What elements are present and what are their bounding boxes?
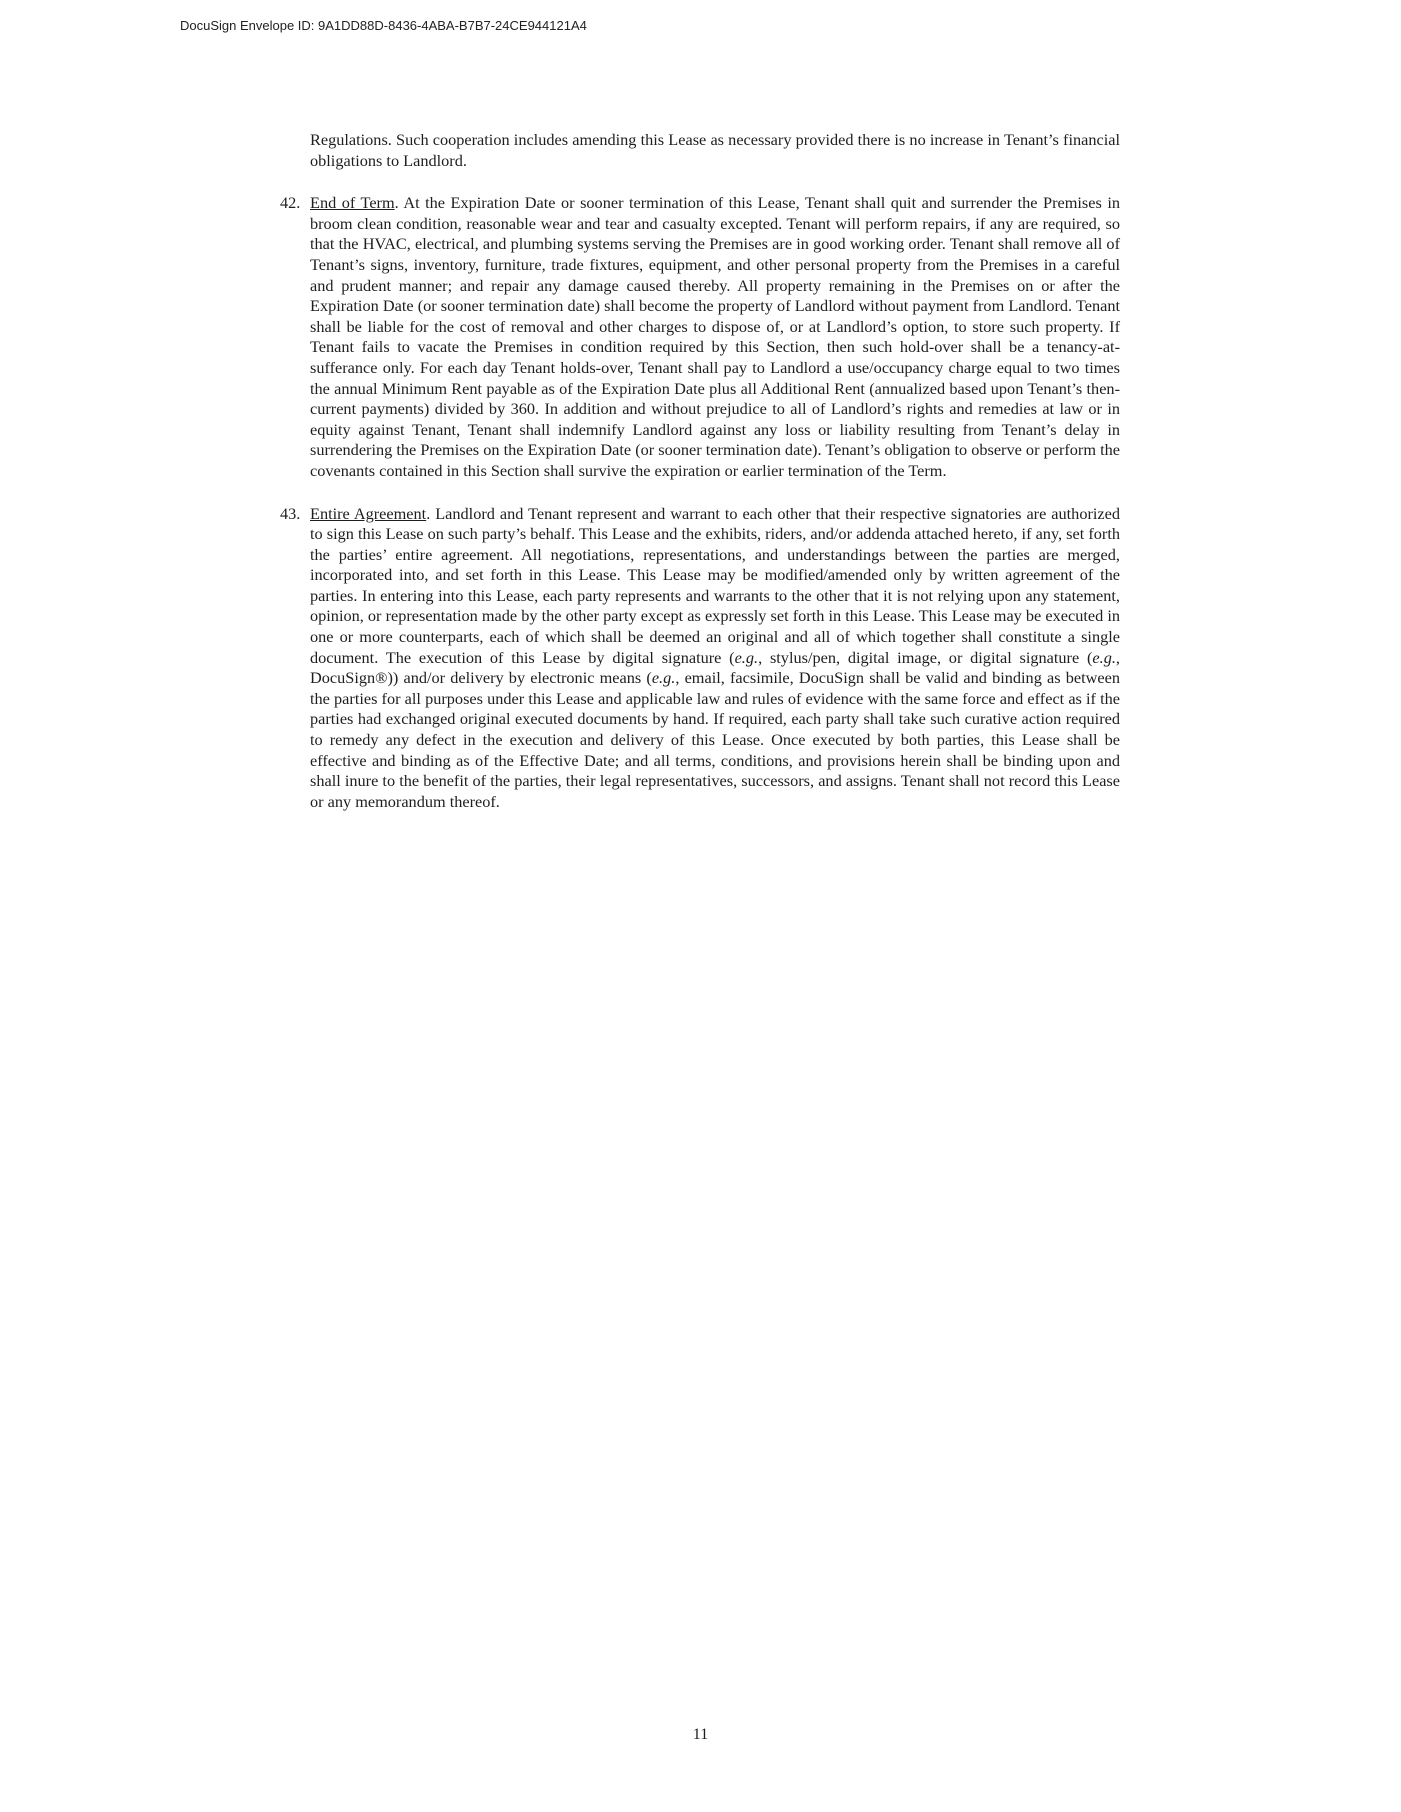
document-body <box>280 130 1120 812</box>
section-heading: End of Term <box>310 193 395 213</box>
section-text: , DocuSign®)) and/or delivery by electronic means ( <box>310 647 1120 688</box>
docusign-envelope-id: DocuSign Envelope ID: 9A1DD88D-8436-4ABA-B7B7-24CE944121A4 <box>180 18 587 33</box>
section-number: 42. <box>280 193 301 213</box>
eg-abbreviation: e.g. <box>1092 647 1116 667</box>
section-heading: Entire Agreement <box>310 503 427 523</box>
page-number: 11 <box>692 1726 709 1743</box>
eg-abbreviation: e.g. <box>734 647 759 667</box>
section-number: 43. <box>280 503 301 523</box>
section-text: , email, facsimile, DocuSign shall be valid and binding as between the parties for all purposes under this Lease and applicable law and rules of evidence with the same force and effect as if the parties had exchanged original executed documents by hand. If required, each party shall take such curative action required to remedy any defect in the execution and delivery of this Lease. Once executed by both parties, this Lease shall be effective and binding as of the Effective Date; and all terms, conditions, and provisions herein shall be binding upon and shall inure to the benefit of the parties, their legal representatives, successors, and assigns. Tenant shall not record this Lease or any memorandum thereof. <box>310 668 1120 811</box>
section-text: , stylus/pen, digital image, or digital signature ( <box>758 647 1093 667</box>
section-text: . Landlord and Tenant represent and warrant to each other that their respective signatories are authorized to sign this Lease on such party’s behalf. This Lease and the exhibits, riders, and/or addenda attached hereto, if any, set forth the parties’ entire agreement. All negotiations, representations, and understandings between the parties are merged, incorporated into, and set forth in this Lease. This Lease may be modified/amended only by written agreement of the parties. In entering into this Lease, each party represents and warrants to the other that it is not relying upon any statement, opinion, or representation made by the other party except as expressly set forth in this Lease. This Lease may be executed in one or more counterparts, each of which shall be deemed an original and all of which together shall constitute a single document. The execution of this Lease by digital signature ( <box>310 503 1120 667</box>
continued-paragraph: Regulations. Such cooperation includes amending this Lease as necessary provided there is no increase in Tenant’s financial obligations to Landlord. <box>310 130 1120 170</box>
eg-abbreviation: e.g. <box>651 668 676 688</box>
section-43 <box>280 504 1120 813</box>
section-42 <box>280 193 1120 481</box>
section-body <box>310 504 1120 813</box>
section-text: . At the Expiration Date or sooner termination of this Lease, Tenant shall quit and surrender the Premises in broom clean condition, reasonable wear and tear and casualty excepted. Tenant will perform repairs, if any are required, so that the HVAC, electrical, and plumbing systems serving the Premises are in good working order. Tenant shall remove all of Tenant’s signs, inventory, furniture, trade fixtures, equipment, and other personal property from the Premises in a careful and prudent manner; and repair any damage caused thereby. All property remaining in the Premises on or after the Expiration Date (or sooner termination date) shall become the property of Landlord without payment from Landlord. Tenant shall be liable for the cost of removal and other charges to dispose of, or at Landlord’s option, to store such property. If Tenant fails to vacate the Premises in condition required by this Section, then such hold-over shall be a tenancy-at-sufferance only. For each day Tenant holds-over, Tenant shall pay to Landlord a use/occupancy charge equal to two times the annual Minimum Rent payable as of the Expiration Date plus all Additional Rent (annualized based upon Tenant’s then-current payments) divided by 360. In addition and without prejudice to all of Landlord’s rights and remedies at law or in equity against Tenant, Tenant shall indemnify Landlord against any loss or liability resulting from Tenant’s delay in surrendering the Premises on the Expiration Date (or sooner termination date). Tenant’s obligation to observe or perform the covenants contained in this Section shall survive the expiration or earlier termination of the Term. <box>310 193 1120 480</box>
section-body <box>310 193 1120 481</box>
